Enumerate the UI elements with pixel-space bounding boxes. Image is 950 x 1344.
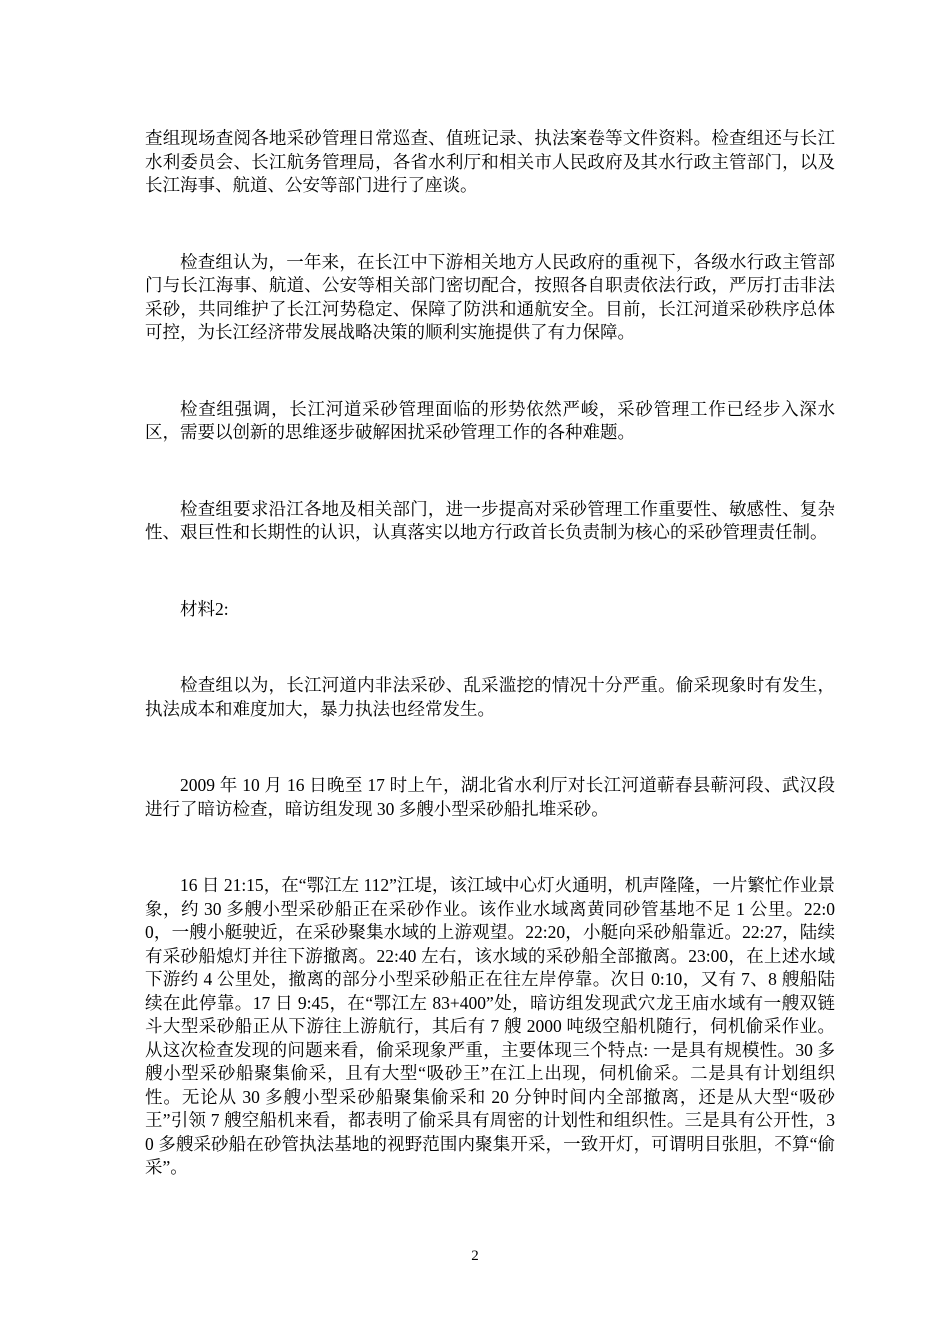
paragraph-continued: 查组现场查阅各地采砂管理日常巡查、值班记录、执法案卷等文件资料。检查组还与长江水利委员会、长江航务管理局，各省水利厅和相关市人民政府及其水行政主管部门，以及长江海事、航道、公安等部门进行了座谈。: [145, 128, 835, 195]
document-body: [145, 127, 835, 1233]
paragraph-inspection-emphasis: 检查组强调，长江河道采砂管理面临的形势依然严峻，采砂管理工作已经步入深水区，需要以创新的思维逐步破解困扰采砂管理工作的各种难题。: [145, 398, 835, 442]
page-number: 2: [471, 1248, 479, 1264]
paragraph-inspection-requirement: 检查组要求沿江各地及相关部门，进一步提高对采砂管理工作重要性、敏感性、复杂性、艰巨性和长期性的认识，认真落实以地方行政首长负责制为核心的采砂管理责任制。: [145, 498, 835, 542]
material-2-heading: 材料2:: [180, 598, 229, 619]
paragraph-inspection-detail: 16 日 21:15，在“鄂江左 112”江堤，该江域中心灯火通明，机声隆隆，一片繁忙作业景象，约 30 多艘小型采砂船正在采砂作业。该作业水域离黄同砂管基地不足 1 公里。22:00，一艘小艇驶近，在采砂聚集水域的上游观望。22:20，小艇向采砂船靠近。22:27，陆续有采砂船熄灯并往下游撤离。22:40 左右，该水域的采砂船全部撤离。23:00，在上述水域下游约 4 公里处，撤离的部分小型采砂船正在往左岸停靠。次日 0:10，又有 7、8 艘船陆续在此停靠。17 日 9:45，在“鄂江左 83+400”处，暗访组发现武穴龙王庙水域有一艘双链斗大型采砂船正从下游往上游航行，其后有 7 艘 2000 吨级空船机随行，伺机偷采作业。从这次检查发现的问题来看，偷采现象严重，主要体现三个特点: 一是具有规模性。30 多艘小型采砂船聚集偷采，且有大型“吸砂王”在江上出现，伺机偷采。二是具有计划组织性。无论从 30 多艘小型采砂船聚集偷采和 20 分钟时间内全部撤离，还是从大型“吸砂王”引领 7 艘空船机来看，都表明了偷采具有周密的计划性和组织性。三是具有公开性，30 多艘采砂船在砂管执法基地的视野范围内聚集开采，一致开灯，可谓明目张胆，不算“偷采”。: [145, 875, 835, 1177]
paragraph-illegal-mining-overview: 检查组以为，长江河道内非法采砂、乱采滥挖的情况十分严重。偷采现象时有发生，执法成本和难度加大，暴力执法也经常发生。: [145, 675, 835, 719]
paragraph-undercover-inspection: 2009 年 10 月 16 日晚至 17 时上午，湖北省水利厅对长江河道蕲春县蕲河段、武汉段进行了暗访检查，暗访组发现 30 多艘小型采砂船扎堆采砂。: [145, 775, 835, 819]
paragraph-inspection-view: 检查组认为，一年来，在长江中下游相关地方人民政府的重视下，各级水行政主管部门与长江海事、航道、公安等相关部门密切配合，按照各自职责依法行政，严厉打击非法采砂，共同维护了长江河势稳定、保障了防洪和通航安全。目前，长江河道采砂秩序总体可控，为长江经济带发展战略决策的顺利实施提供了有力保障。: [145, 251, 835, 342]
